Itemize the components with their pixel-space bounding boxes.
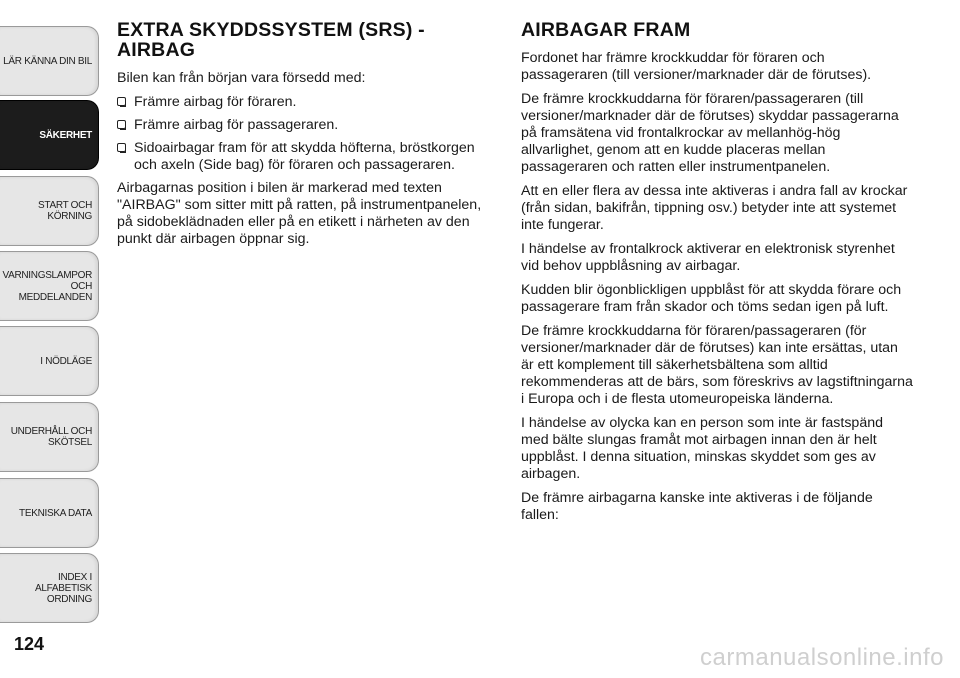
tab-lar-kanna-din-bil[interactable]: LÄR KÄNNA DIN BIL (0, 26, 99, 96)
paragraph: De främre krockkuddarna för föraren/passageraren (till versioner/marknader där de förutses) skyddar passagerarna på framsätena vid frontalkrockar av mellanhög-hög allvarlighet, genom att en kudde placeras mellan passageraren och ratten eller instrumentpanelen. (521, 91, 899, 175)
paragraph: Fordonet har främre krockkuddar för föraren och passageraren (till versioner/marknader där de förutses). (521, 50, 872, 83)
checkbox-bullet-icon (117, 143, 126, 152)
airbag-list (117, 94, 495, 174)
tab-varningslampor[interactable]: VARNINGSLAMPOR OCH MEDDELANDEN (0, 251, 99, 321)
left-column (117, 20, 495, 255)
right-column (521, 20, 913, 531)
section-heading-srs: EXTRA SKYDDSSYSTEM (SRS) - AIRBAG (117, 19, 425, 61)
paragraph: De främre krockkuddarna för föraren/passageraren (för versioner/marknader där de förutses) kan inte ersättas, utan är ett komplement till säkerhetsbältena som alltid rekommenderas att de bärs, som föreskrivs av lagstiftningarna i Europa och i de flesta utomeuropeiska länderna. (521, 323, 913, 407)
paragraph: De främre airbagarna kanske inte aktiveras i de följande fallen: (521, 490, 873, 523)
airbag-position-paragraph: Airbagarnas position i bilen är markerad med texten "AIRBAG" som sitter mitt på ratten, på instrumentpanelen, på sidobeklädnaden eller på en etikett i närheten av den punkt där airbagen öppnar sig. (117, 180, 482, 247)
checkbox-bullet-icon (117, 120, 126, 129)
list-item: Sidoairbagar fram för att skydda höfterna, bröstkorgen och axeln (Side bag) för föraren och passageraren. (117, 140, 495, 174)
tab-underhall-och-skotsel[interactable]: UNDERHÅLL OCH SKÖTSEL (0, 402, 99, 472)
paragraph: I händelse av olycka kan en person som inte är fastspänd med bälte slungas framåt mot airbagen innan den är helt uppblåst. I denna situation, minskas skyddet som ges av airbagen. (521, 415, 883, 482)
watermark: carmanualsonline.info (700, 644, 944, 671)
tab-tekniska-data[interactable]: TEKNISKA DATA (0, 478, 99, 548)
list-item: Främre airbag för föraren. (117, 94, 495, 111)
list-item: Främre airbag för passageraren. (117, 117, 495, 134)
intro-text: Bilen kan från början vara försedd med: (117, 70, 366, 86)
tab-start-och-korning[interactable]: START OCH KÖRNING (0, 176, 99, 246)
checkbox-bullet-icon (117, 97, 126, 106)
section-heading-front-airbags: AIRBAGAR FRAM (521, 19, 691, 41)
tab-i-nodlage[interactable]: I NÖDLÄGE (0, 326, 99, 396)
tab-sakerhet[interactable]: SÄKERHET (0, 100, 99, 170)
paragraph: Kudden blir ögonblickligen uppblåst för att skydda förare och passagerare fram från skador och töms sedan igen på luft. (521, 282, 902, 315)
paragraph: Att en eller flera av dessa inte aktiveras i andra fall av krockar (från sidan, bakifrån, tippning osv.) betyder inte att systemet inte fungerar. (521, 183, 908, 233)
tab-index[interactable]: INDEX I ALFABETISK ORDNING (0, 553, 99, 623)
paragraph: I händelse av frontalkrock aktiverar en elektronisk styrenhet vid behov uppblåsning av airbagar. (521, 241, 895, 274)
page-number: 124 (14, 634, 45, 654)
